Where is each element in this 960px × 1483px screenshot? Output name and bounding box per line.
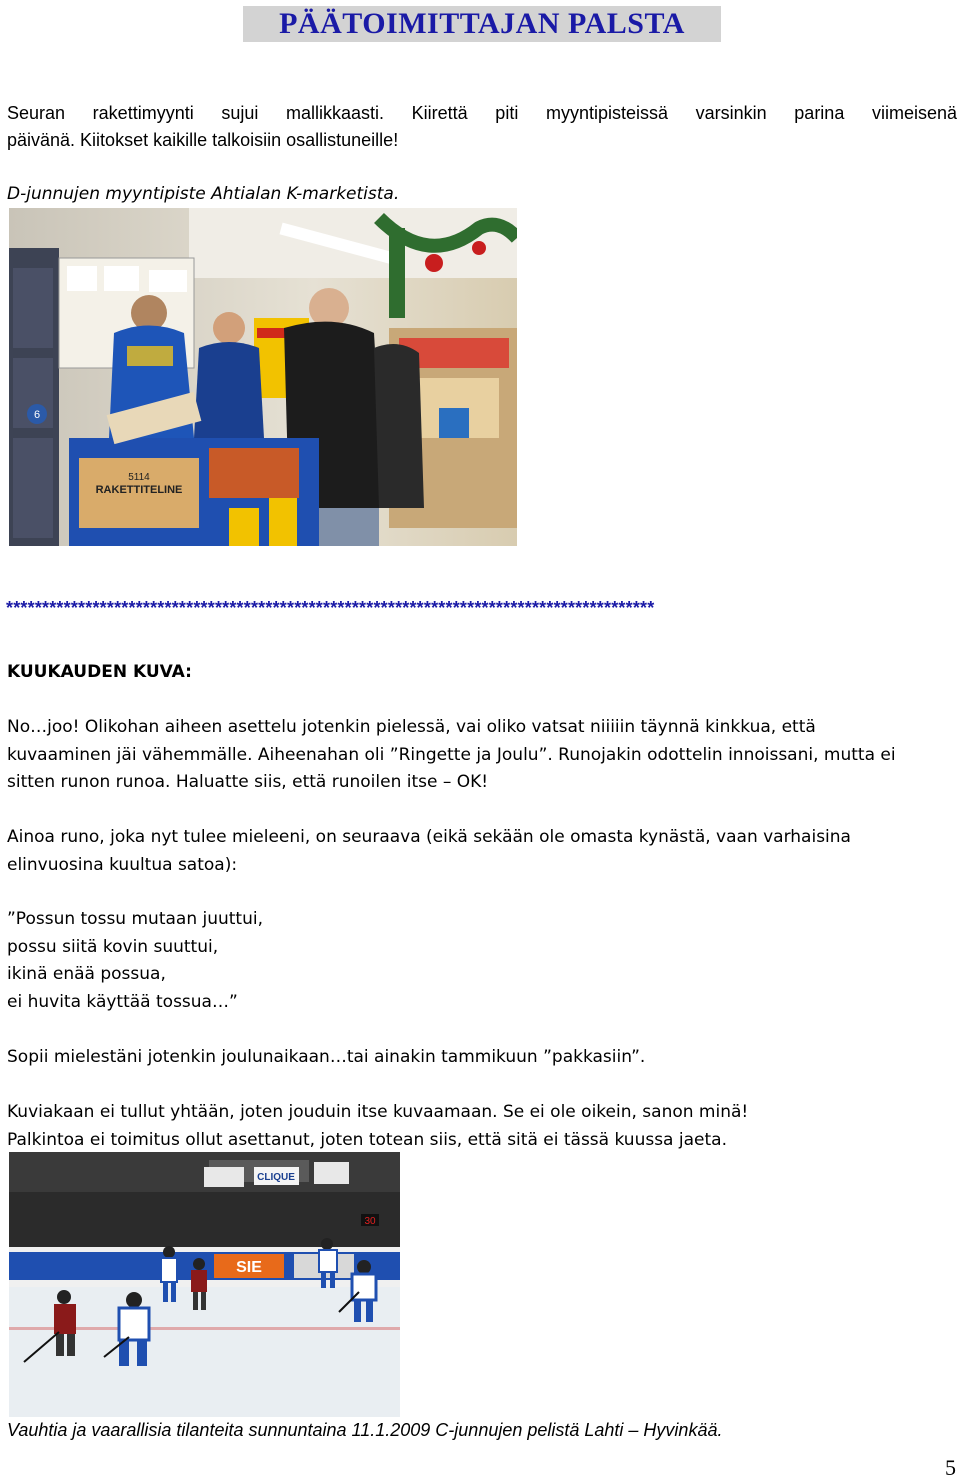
poem-line: possu siitä kovin suuttui,	[7, 936, 219, 957]
photo2-caption: Vauhtia ja vaarallisia tilanteita sunnuntaina 11.1.2009 C-junnujen pelistä Lahti – Hyvinkää.	[7, 1420, 723, 1440]
paragraph-1-line: kuvaaminen jäi vähemmälle. Aiheenahan oli ”Ringette ja Joulu”. Runojakin odottelin innoissani, mutta ei	[7, 744, 896, 765]
poem-line: ei huvita käyttää tossua…”	[7, 991, 238, 1012]
intro-line-2: päivänä. Kiitokset kaikille talkoisiin osallistuneille!	[7, 130, 399, 150]
box-label-1: 5114	[128, 472, 150, 483]
box-label-2: RAKETTITELINE	[95, 484, 183, 496]
sales-stand-photo	[9, 208, 517, 546]
paragraph-4	[7, 1099, 957, 1154]
poem-line: ”Possun tossu mutaan juuttui,	[7, 909, 263, 929]
poem-line: ikinä enää possua,	[7, 964, 166, 984]
score-display: 30	[364, 1216, 376, 1227]
ad-board-sie: SIE	[236, 1259, 262, 1276]
paragraph-4-line: Kuviakaan ei tullut yhtään, joten jouduin itse kuvaamaan. Se ei ole oikein, sanon minä!	[7, 1102, 749, 1122]
paragraph-2-line: Ainoa runo, joka nyt tulee mieleeni, on seuraava (eikä sekään ole omasta kynästä, vaan varhaisina	[7, 827, 851, 847]
paragraph-2-line: elinvuosina kuultua satoa):	[7, 854, 238, 875]
ad-board-clique: CLIQUE	[257, 1172, 295, 1183]
paragraph-4-line: Palkintoa ei toimitus ollut asettanut, joten totean siis, että sitä ei tässä kuussa jaeta.	[7, 1129, 727, 1150]
paragraph-3: Sopii mielestäni jotenkin joulunaikaan…tai ainakin tammikuun ”pakkasiin”.	[7, 1047, 646, 1067]
locker-number: 6	[33, 409, 41, 421]
page-title: PÄÄTOIMITTAJAN PALSTA	[243, 6, 721, 42]
ringette-game-photo	[9, 1152, 400, 1417]
paragraph-1-line: sitten runon runoa. Haluatte siis, että runoilen itse – OK!	[7, 772, 489, 792]
separator-stars: ******************************************************************************************	[6, 598, 655, 618]
paragraph-1-line: No…joo! Olikohan aiheen asettelu jotenkin pielessä, vai oliko vatsat niiiiin täynnä kinkkua, että	[7, 717, 816, 737]
section-heading: KUUKAUDEN KUVA:	[7, 662, 192, 682]
poem	[7, 906, 957, 1016]
page-number: 5	[945, 1455, 956, 1480]
intro-line-1: Seuran rakettimyynti sujui mallikkaasti. Kiirettä piti myyntipisteissä varsinkin parina viimeisenä	[7, 103, 957, 123]
paragraph-2	[7, 824, 957, 879]
photo1-caption: D-junnujen myyntipiste Ahtialan K-marketista.	[7, 184, 400, 204]
paragraph-1	[7, 714, 957, 797]
